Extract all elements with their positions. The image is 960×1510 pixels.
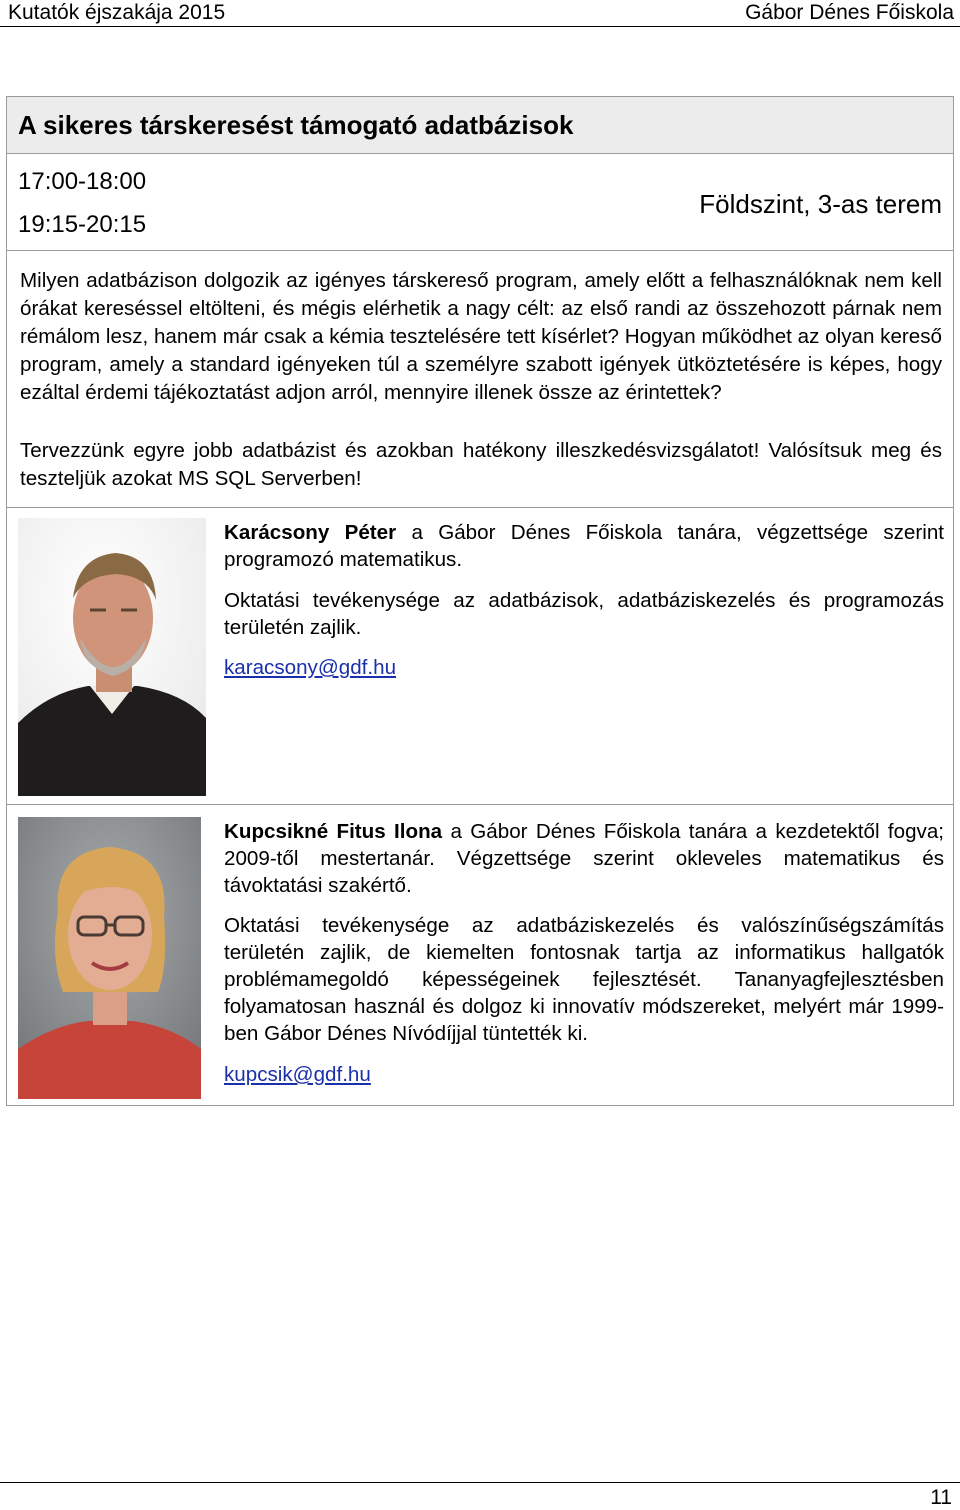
description-paragraph-1: Milyen adatbázison dolgozik az igényes társkereső program, amely előtt a felhasználóknak nem kell órákat kereséssel eltölteni, és mégis elérhetik a nagy célt: az első randi az összehozott párnak nem rémálom lesz, hanem már csak a kémia tesztelésére tett kísérlet? Hogyan működhet az olyan kereső program, amely a standard igényeken túl a személyre szabott igények ütköztetésére is képes, hogy ezáltal érdemi tájékoztatást adjon arról, mennyire illenek össze az érintettek? xyxy=(20,269,942,404)
presenter-card-1 xyxy=(6,507,954,805)
event-description-box xyxy=(6,250,954,508)
presenter-photo-2 xyxy=(18,817,201,1099)
header-institution: Gábor Dénes Főiskola xyxy=(745,1,954,24)
presenter-2-intro xyxy=(224,818,944,899)
description-paragraph-2: Tervezzünk egyre jobb adatbázist és azokban hatékony illeszkedésvizsgálatot! Valósítsuk meg és teszteljük azokat MS SQL Serverben! xyxy=(20,439,942,490)
presenter-2-intro-text: a Gábor Dénes Főiskola tanára a kezdetektől fogva; 2009-től mestertanár. Végzettsége szerint okleveles matematikus és távoktatási szakértő. xyxy=(224,820,944,897)
footer-divider xyxy=(0,1482,960,1483)
header-divider xyxy=(0,26,960,27)
event-title: A sikeres társkeresést támogató adatbázisok xyxy=(18,110,574,140)
page-number: 11 xyxy=(930,1486,952,1509)
presenter-1-email-row xyxy=(224,654,944,681)
presenter-2-activity: Oktatási tevékenysége az adatbáziskezelés és valószínűségszámítás területén zajlik, de kiemelten fontosnak tartja az informatikus hallgatók problémamegoldó képességeinek fejlesztését. Tananyagfejlesztésben folyamatosan használ és dolgoz ki innovatív módszereket, melyért már 1999-ben Gábor Dénes Nívódíjjal tüntették ki. xyxy=(224,914,944,1045)
presenter-1-intro xyxy=(224,519,944,573)
event-time-2: 19:15-20:15 xyxy=(18,211,147,238)
presenter-1-intro-text: a Gábor Dénes Főiskola tanára, végzettsége szerint programozó matematikus. xyxy=(224,521,944,571)
event-title-box xyxy=(6,96,954,154)
presenter-1-email-link[interactable]: karacsony@gdf.hu xyxy=(224,656,397,679)
presenter-1-name: Karácsony Péter xyxy=(224,521,397,544)
event-schedule-box xyxy=(6,153,954,251)
page-header xyxy=(0,0,960,30)
presenter-photo-1 xyxy=(18,518,206,796)
event-room: Földszint, 3-as terem xyxy=(699,189,942,219)
presenter-1-activity: Oktatási tevékenysége az adatbázisok, adatbáziskezelés és programozás területén zajlik. xyxy=(224,589,944,639)
presenter-card-2 xyxy=(6,804,954,1106)
presenter-2-email-row xyxy=(224,1061,944,1088)
event-time-1: 17:00-18:00 xyxy=(18,168,147,195)
presenter-2-name: Kupcsikné Fitus Ilona xyxy=(224,820,443,843)
header-event-name: Kutatók éjszakája 2015 xyxy=(8,1,226,24)
presenter-2-email-link[interactable]: kupcsik@gdf.hu xyxy=(224,1063,371,1086)
